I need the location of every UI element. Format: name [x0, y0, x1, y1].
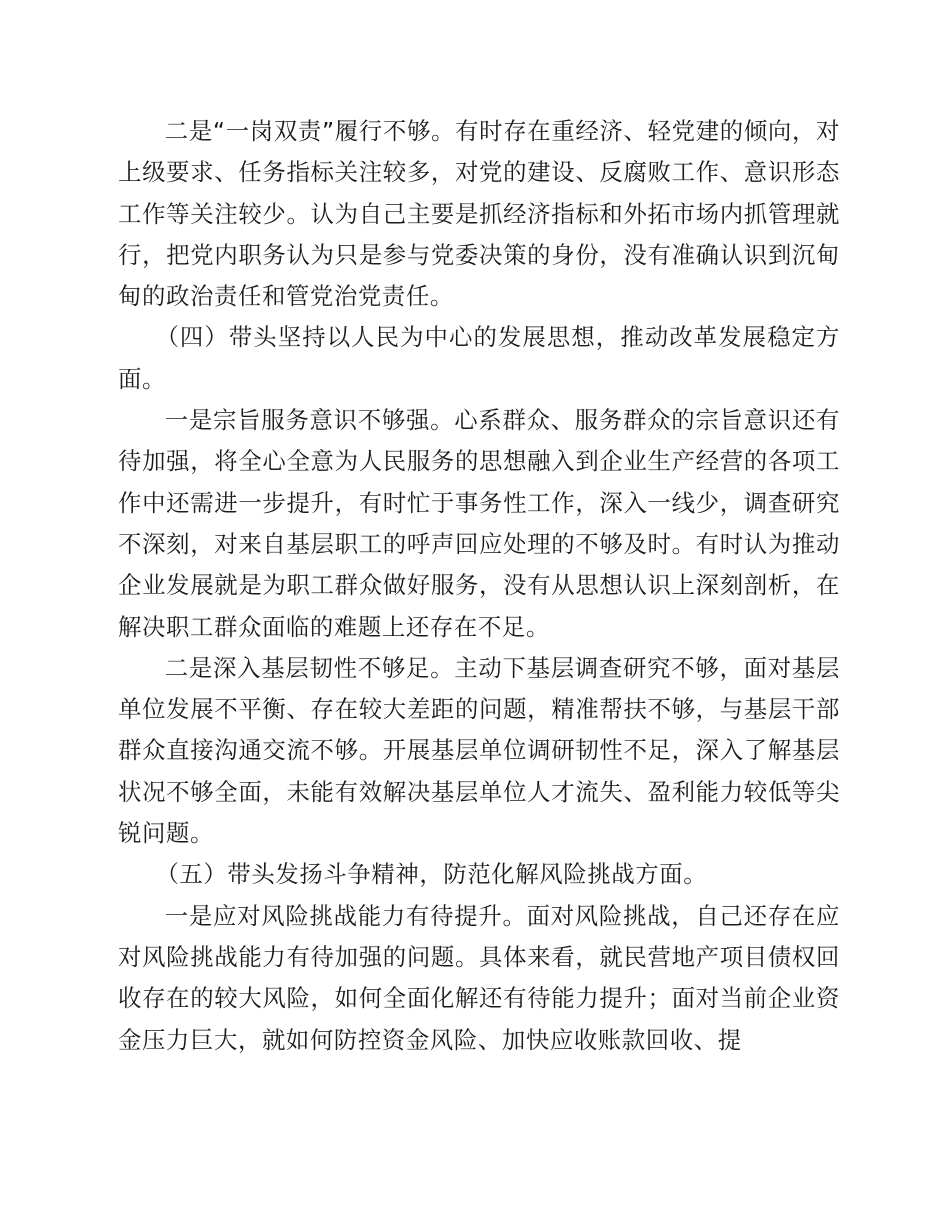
paragraph-fengxian-tiaozhan: 一是应对风险挑战能力有待提升。面对风险挑战，自己还存在应对风险挑战能力有待加强的问题。具体来看，就民营地产项目债权回收存在的较大风险，如何全面化解还有待能力提升；面对当前企业资金压力巨大，就如何防控资金风险、加快应收账款回收、提: [118, 901, 840, 1054]
paragraph-yigang-shuangze: 二是“一岗双责”履行不够。有时存在重经济、轻党建的倾向，对上级要求、任务指标关注较多，对党的建设、反腐败工作、意识形态工作等关注较少。认为自己主要是抓经济指标和外拓市场内抓管理就行，把党内职务认为只是参与党委决策的身份，没有准确认识到沉甸甸的政治责任和管党治党责任。: [118, 117, 840, 311]
section-heading-four: （四）带头坚持以人民为中心的发展思想，推动改革发展稳定方面。: [118, 323, 840, 393]
paragraph-shenru-jiceng: 二是深入基层韧性不够足。主动下基层调查研究不够，面对基层单位发展不平衡、存在较大差距的问题，精准帮扶不够，与基层干部群众直接沟通交流不够。开展基层单位调研韧性不足，深入了解基层状况不够全面，未能有效解决基层单位人才流失、盈利能力较低等尖锐问题。: [118, 653, 840, 848]
document-body: [118, 111, 840, 1061]
section-heading-five: （五）带头发扬斗争精神，防范化解风险挑战方面。: [155, 860, 708, 889]
paragraph-zongzhi-fuwu: 一是宗旨服务意识不够强。心系群众、服务群众的宗旨意识还有待加强，将全心全意为人民服务的思想融入到企业生产经营的各项工作中还需进一步提升，有时忙于事务性工作，深入一线少，调查研究不深刻，对来自基层职工的呼声回应处理的不够及时。有时认为推动企业发展就是为职工群众做好服务，没有从思想认识上深刻剖析，在解决职工群众面临的难题上还存在不足。: [118, 406, 840, 641]
